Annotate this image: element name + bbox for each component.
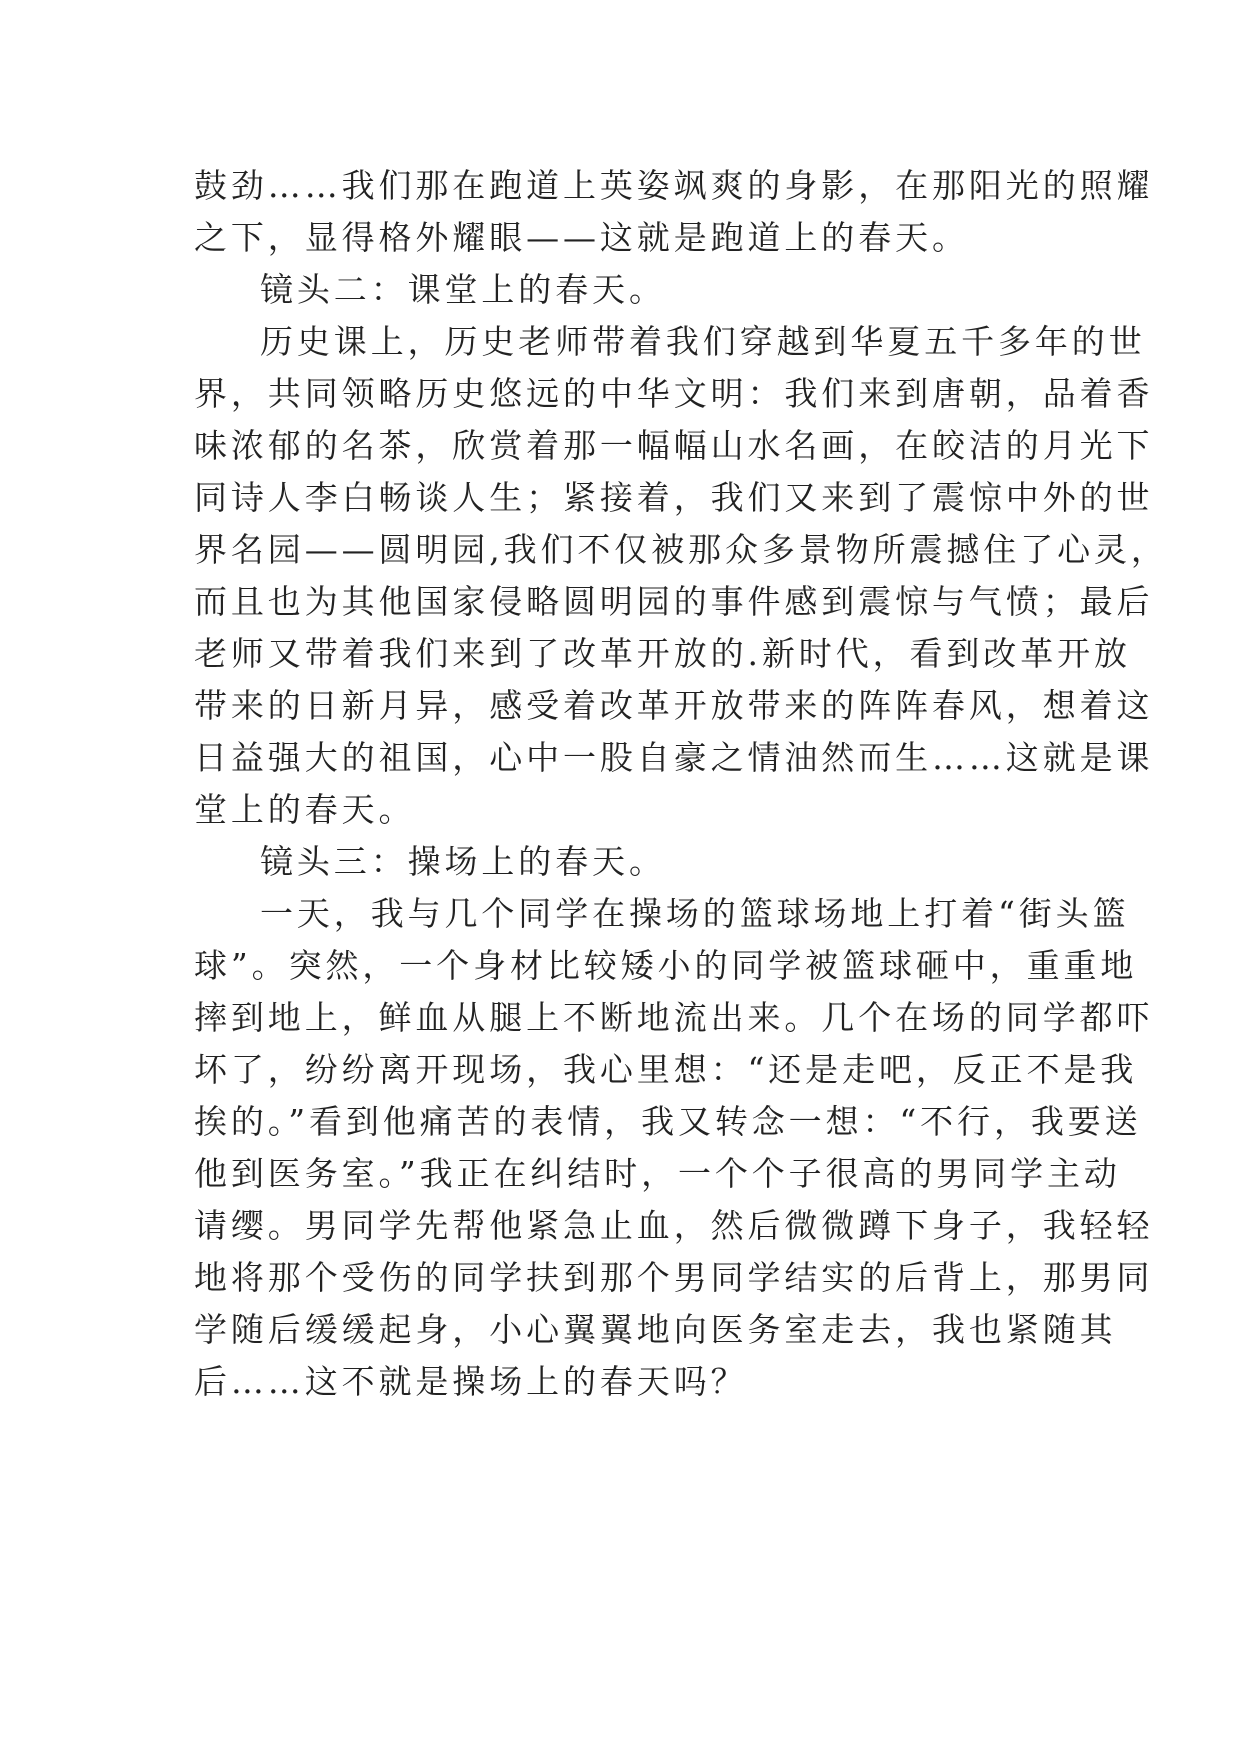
text-line: 球”。突然，一个身材比较矮小的同学被篮球砸中，重重地 xyxy=(194,946,1138,985)
text-line: 挨的。”看到他痛苦的表情，我又转念一想：“不行，我要送 xyxy=(194,1102,1142,1141)
text-line: 坏了，纷纷离开现场，我心里想：“还是走吧，反正不是我 xyxy=(194,1050,1138,1089)
text-line: 同诗人李白畅谈人生；紧接着，我们又来到了震惊中外的世 xyxy=(194,478,1154,517)
text-line: 请缨。男同学先帮他紧急止血，然后微微蹲下身子，我轻轻 xyxy=(194,1206,1154,1245)
section-heading: 镜头二：课堂上的春天。 xyxy=(260,270,666,309)
text-line: 之下，显得格外耀眼——这就是跑道上的春天。 xyxy=(194,218,969,257)
text-line: 堂上的春天。 xyxy=(194,790,416,829)
paragraph-first-line: 一天，我与几个同学在操场的篮球场地上打着“街头篮 xyxy=(260,894,1130,933)
paragraph-first-line: 历史课上，历史老师带着我们穿越到华夏五千多年的世 xyxy=(260,322,1146,361)
text-line: 味浓郁的名茶，欣赏着那一幅幅山水名画，在皎洁的月光下 xyxy=(194,426,1154,465)
text-line: 地将那个受伤的同学扶到那个男同学结实的后背上，那男同 xyxy=(194,1258,1154,1297)
text-line: 带来的日新月异，感受着改革开放带来的阵阵春风，想着这 xyxy=(194,686,1154,725)
text-line: 而且也为其他国家侵略圆明园的事件感到震惊与气愤；最后 xyxy=(194,582,1154,621)
text-line: 界，共同领略历史悠远的中华文明：我们来到唐朝，品着香 xyxy=(194,374,1154,413)
section-heading: 镜头三：操场上的春天。 xyxy=(260,842,666,881)
text-line: 摔到地上，鲜血从腿上不断地流出来。几个在场的同学都吓 xyxy=(194,998,1154,1037)
text-line: 老师又带着我们来到了改革开放的.新时代，看到改革开放 xyxy=(194,634,1131,673)
text-line: 学随后缓缓起身，小心翼翼地向医务室走去，我也紧随其 xyxy=(194,1310,1117,1349)
text-line: 日益强大的祖国，心中一股自豪之情油然而生……这就是课 xyxy=(194,738,1154,777)
text-line: 他到医务室。”我正在纠结时，一个个子很高的男同学主动 xyxy=(194,1154,1121,1193)
text-line: 界名园——圆明园,我们不仅被那众多景物所震撼住了心灵， xyxy=(194,530,1168,569)
document-page xyxy=(194,160,1168,1408)
text-line: 后……这不就是操场上的春天吗？ xyxy=(194,1362,748,1401)
text-line: 鼓劲……我们那在跑道上英姿飒爽的身影，在那阳光的照耀 xyxy=(194,166,1154,205)
